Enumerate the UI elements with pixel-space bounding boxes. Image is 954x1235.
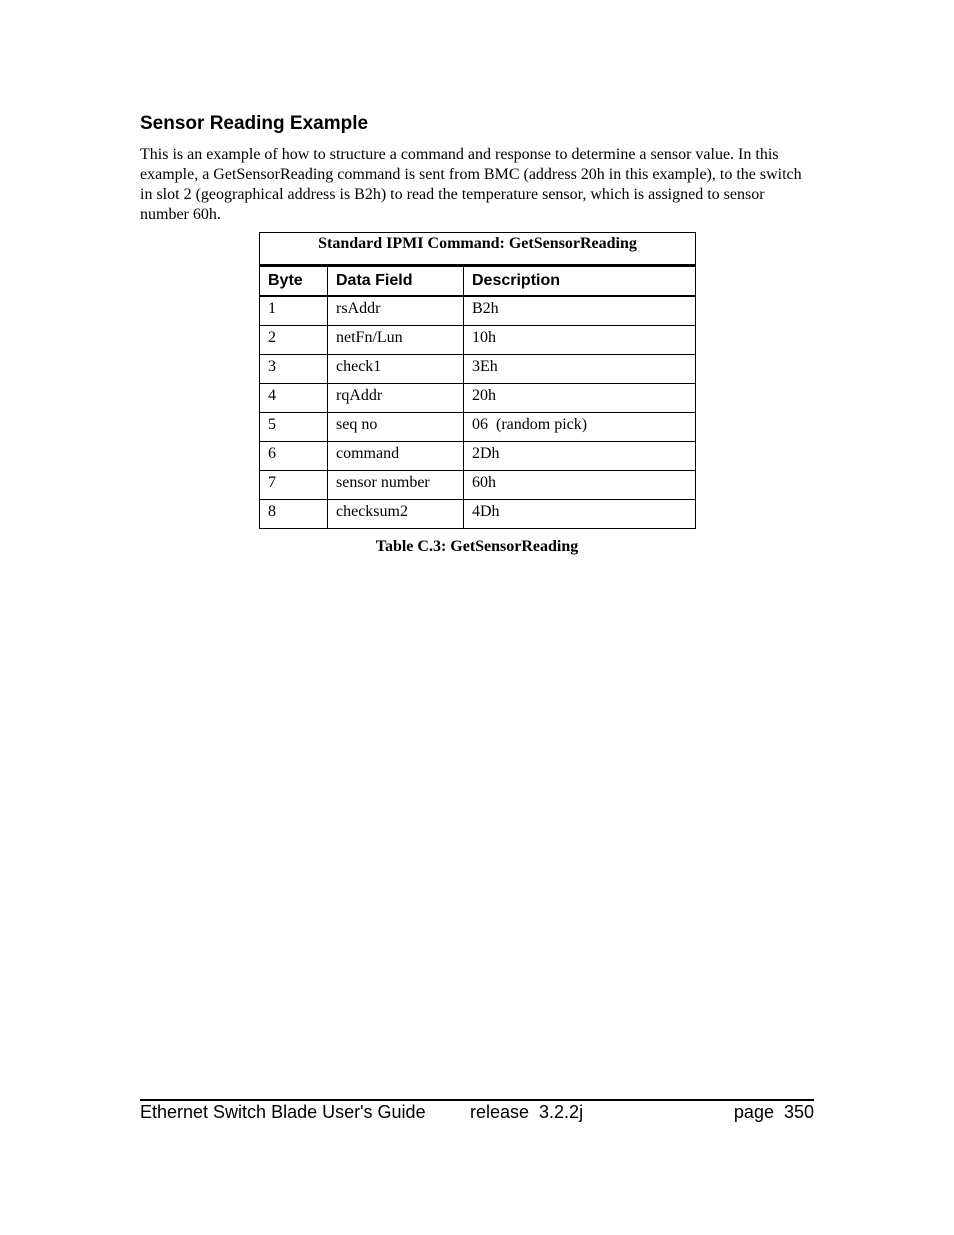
table-row [260,471,696,500]
byte-cell: 2 [260,326,328,355]
byte-cell: 1 [260,296,328,326]
data-field-cell: netFn/Lun [328,326,464,355]
table-row [260,413,696,442]
description-cell: 60h [464,471,696,500]
byte-cell: 6 [260,442,328,471]
description-cell: 20h [464,384,696,413]
description-cell: 2Dh [464,442,696,471]
data-field-cell: sensor number [328,471,464,500]
description-cell: 06 (random pick) [464,413,696,442]
byte-cell: 8 [260,500,328,529]
table-header-row [260,266,696,297]
data-field-cell: rsAddr [328,296,464,326]
byte-cell: 5 [260,413,328,442]
column-header-data-field: Data Field [328,266,464,297]
table-title-row [260,233,696,266]
section-heading: Sensor Reading Example [140,113,369,134]
data-field-cell: seq no [328,413,464,442]
command-table [259,232,696,529]
table-title: Standard IPMI Command: GetSensorReading [260,233,696,266]
description-cell: 4Dh [464,500,696,529]
data-field-cell: rqAddr [328,384,464,413]
footer-release: release 3.2.2j [470,1102,584,1122]
byte-cell: 7 [260,471,328,500]
table-row [260,442,696,471]
column-header-byte: Byte [260,266,328,297]
footer-page-number: page 350 [733,1102,814,1122]
table-row [260,296,696,326]
byte-cell: 3 [260,355,328,384]
table-row [260,384,696,413]
table-caption: Table C.3: GetSensorReading [375,538,579,555]
data-field-cell: checksum2 [328,500,464,529]
table-row [260,500,696,529]
table-row [260,355,696,384]
description-cell: 3Eh [464,355,696,384]
table-row [260,326,696,355]
intro-paragraph: This is an example of how to structure a command and response to determine a sensor value. In this example, a GetSensorReading command is sent from BMC (address 20h in this example), to the switch in slot 2 (geographical address is B2h) to read the temperature sensor, which is assigned to sensor number 60h. [140,146,802,223]
data-field-cell: check1 [328,355,464,384]
data-field-cell: command [328,442,464,471]
footer-doc-title: Ethernet Switch Blade User's Guide [140,1102,426,1122]
description-cell: 10h [464,326,696,355]
column-header-description: Description [464,266,696,297]
byte-cell: 4 [260,384,328,413]
description-cell: B2h [464,296,696,326]
